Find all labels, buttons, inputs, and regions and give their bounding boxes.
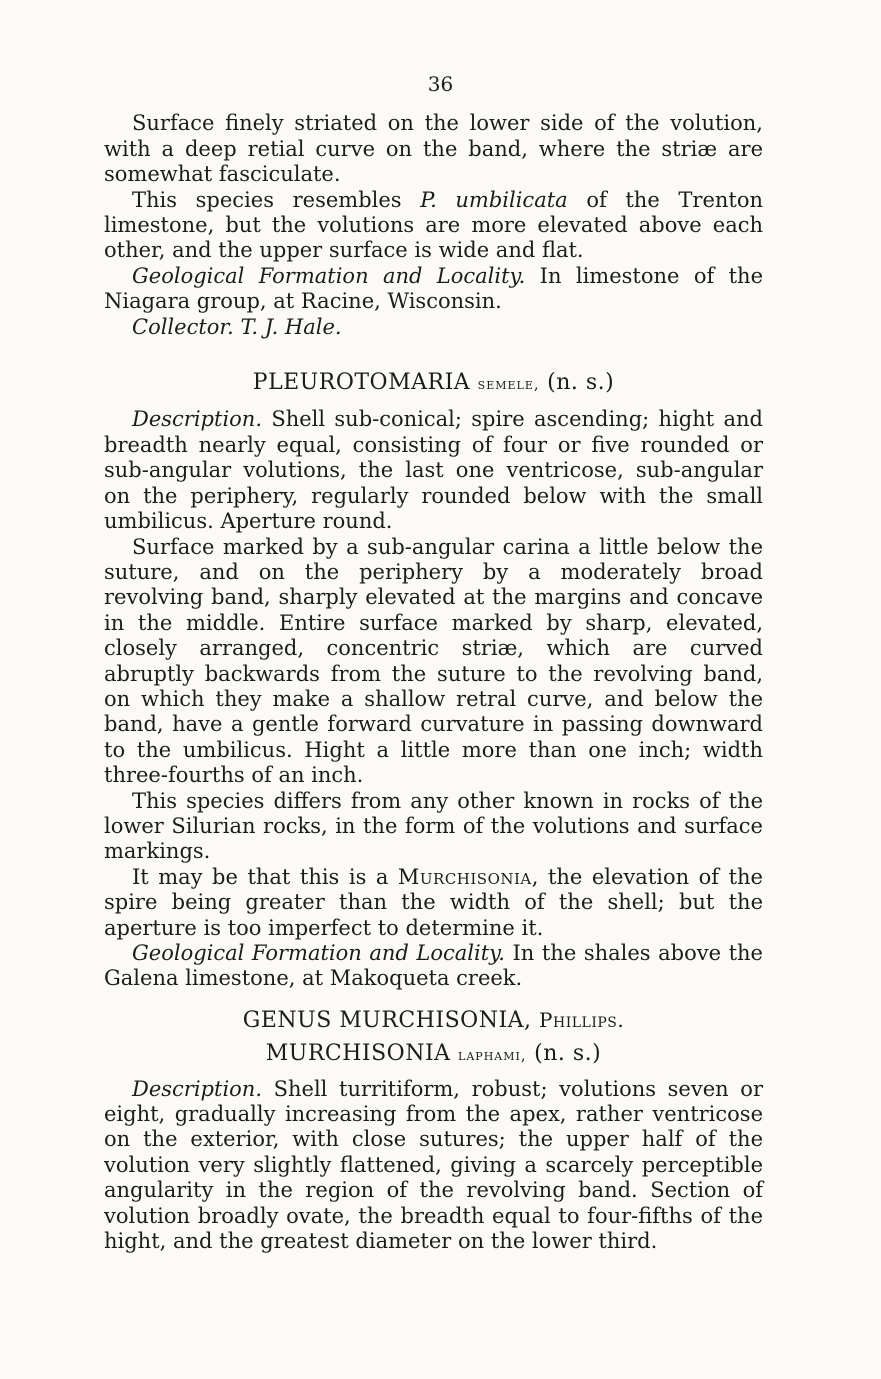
genus-author: Phillips. — [539, 1007, 625, 1032]
maybe-text-after: , the elevation of the spire being greater than the width of the shell; but the aperture is too imperfect to determine it. — [104, 864, 763, 940]
pleurotomaria-differs: This species differs from any other known in rocks of the lower Silurian rocks, in the form of the volutions and surface markings. — [104, 788, 763, 864]
pleurotomaria-note: (n. s.) — [539, 370, 615, 396]
description-text: Shell sub-conical; spire ascending; hight and breadth nearly equal, consisting of four or five rounded or sub-angular volutions, the last one ventricose, sub-angular on the periphery, regularly rounded below with the small umbilicus. Aperture round. — [104, 407, 763, 534]
resembles-text-after: of the Trenton limestone, but the volutions are more elevated above each other, and the upper surface is wide and flat. — [104, 187, 764, 263]
species-reference: P. umbilicata — [420, 187, 568, 212]
pleurotomaria-species: semele, — [477, 375, 540, 394]
intro-paragraph-resembles — [104, 188, 763, 264]
locality-text: In limestone of the Niagara group, at Racine, Wisconsin. — [104, 263, 763, 314]
maybe-genus: Murchisonia — [397, 864, 532, 889]
pleurotomaria-surface: Surface marked by a sub-angular carina a little below the suture, and on the periphery by a moderately broad revolving band, sharply elevated at the margins and concave in the middle. Entire surface marked by sharp, elevated, closely arranged, concentric striæ, which are curved abruptly backwards from the suture to the revolving band, on which they make a shallow retral curve, and below the band, have a gentle forward curvature in passing downward to the umbilicus. Hight a little more than one inch; width three-fourths of an inch. — [104, 534, 763, 788]
description-label: Description. — [132, 407, 262, 432]
locality-label: Geological Formation and Locality. — [132, 263, 526, 288]
murchisonia-description — [104, 1077, 763, 1255]
pleurotomaria-locality — [104, 941, 763, 992]
maybe-text-before: It may be that this is a — [132, 864, 398, 889]
resembles-text-before: This species resembles — [132, 187, 421, 212]
murchisonia-description-label: Description. — [132, 1076, 262, 1101]
collector-name: T. J. Hale. — [233, 314, 342, 339]
genus-title: GENUS MURCHISONIA, — [242, 1007, 540, 1033]
murchisonia-heading — [104, 1041, 763, 1068]
pleurotomaria-description — [104, 407, 763, 534]
intro-paragraph-collector — [104, 315, 763, 340]
pleurotomaria-heading — [104, 370, 763, 397]
intro-paragraph-locality — [104, 264, 763, 315]
genus-murchisonia-heading — [104, 1008, 763, 1033]
murchisonia-note: (n. s.) — [526, 1041, 602, 1067]
pleurotomaria-locality-label: Geological Formation and Locality. — [132, 941, 505, 965]
murchisonia-genus: MURCHISONIA — [265, 1041, 451, 1067]
intro-paragraph-surface: Surface finely striated on the lower side of the volution, with a deep retial curve on the band, where the striæ are somewhat fasciculate. — [104, 111, 763, 187]
pleurotomaria-genus: PLEUROTOMARIA — [252, 370, 471, 396]
murchisonia-species: laphami, — [458, 1046, 527, 1065]
page-number: 36 — [427, 72, 454, 96]
pleurotomaria-maybe — [104, 865, 763, 941]
collector-label: Collector. — [132, 314, 234, 339]
murchisonia-description-text: Shell turritiform, robust; volutions seven or eight, gradually increasing from the apex, rather ventricose on the exterior, with close sutures; the upper half of the volution very slightly flattened, giving a scarcely perceptible angularity in the region of the revolving band. Section of volution broadly ovate, the breadth equal to four-fifths of the hight, and the greatest diameter on the lower third. — [104, 1076, 763, 1254]
pleurotomaria-locality-text: In the shales above the Galena limestone, at Makoqueta creek. — [104, 941, 763, 991]
